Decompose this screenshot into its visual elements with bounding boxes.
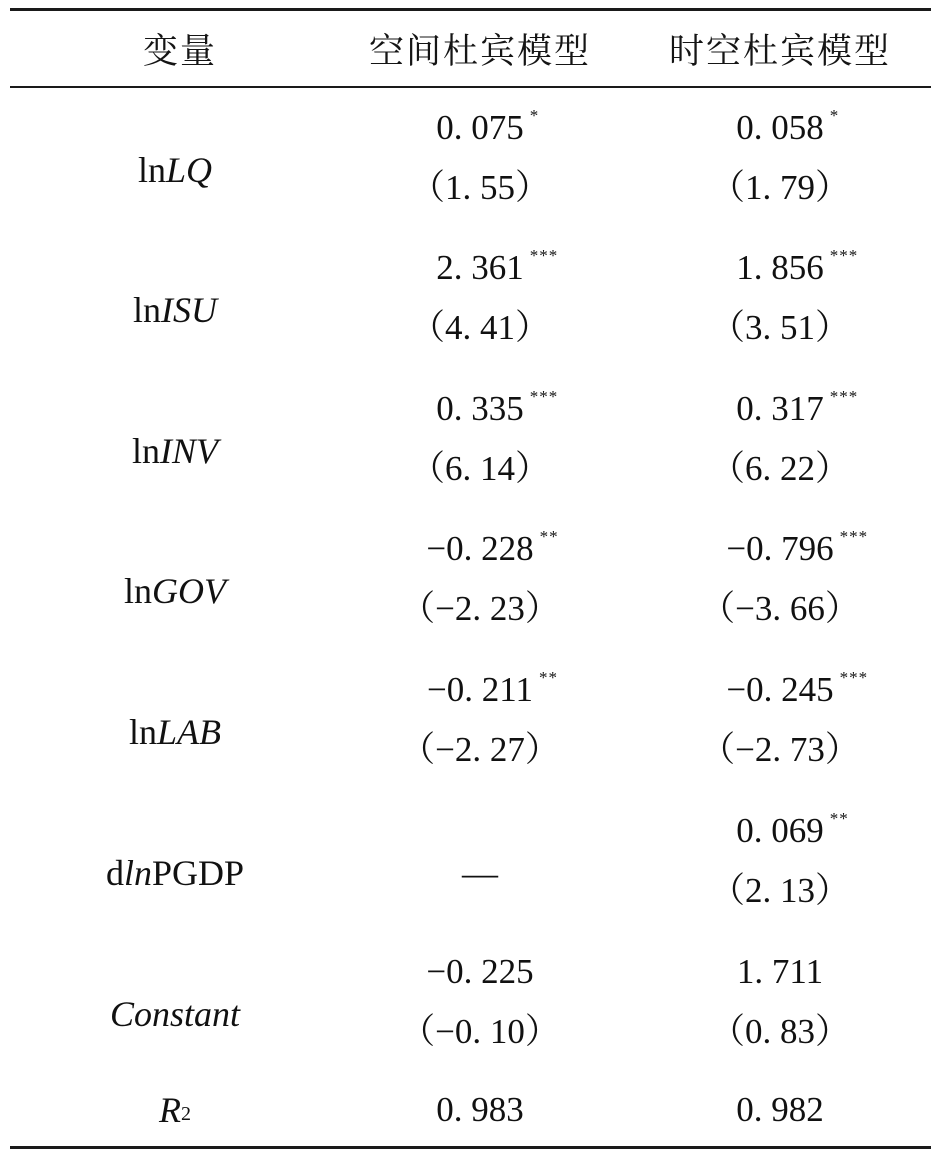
t-statistic: （0. 83） [709, 1012, 850, 1051]
coefficient: −0. 796 [726, 529, 834, 568]
spatial-model-cell [330, 662, 630, 802]
not-applicable-dash: — [462, 853, 498, 893]
t-statistic: （−3. 66） [700, 589, 860, 628]
coefficient: 1. 711 [736, 952, 824, 991]
variable-name: ln LAB [128, 712, 222, 752]
table-row [0, 662, 938, 802]
table-row [0, 944, 938, 1084]
coefficient: 2. 361 [436, 248, 524, 287]
variable-name: ln ISU [132, 290, 217, 330]
coefficient: 0. 317 [736, 389, 824, 428]
spatial-model-cell [330, 381, 630, 521]
significance-stars: * [529, 106, 540, 125]
table-row [0, 100, 938, 240]
coefficient: 0. 069 [736, 811, 824, 850]
t-statistic: （3. 51） [709, 308, 850, 347]
t-statistic: （1. 79） [709, 168, 850, 207]
r-squared-value: 0. 982 [736, 1090, 824, 1129]
coefficient: 1. 856 [736, 248, 824, 287]
coefficient: −0. 245 [726, 670, 834, 709]
significance-stars: ** [829, 809, 849, 828]
variable-name: Constant [109, 994, 241, 1034]
variable-name: ln LQ [137, 150, 213, 190]
variable-name: ln INV [131, 431, 218, 471]
table-row [0, 521, 938, 661]
table-row [0, 803, 938, 943]
table-bottom-rule [10, 1146, 931, 1149]
t-statistic: （1. 55） [409, 168, 550, 207]
spatial-model-cell [330, 803, 630, 943]
coefficient: 0. 335 [436, 389, 524, 428]
t-statistic: （6. 22） [709, 449, 850, 488]
spatial-model-cell [330, 944, 630, 1084]
spatial-model-cell [330, 100, 630, 240]
significance-stars: *** [529, 387, 559, 406]
significance-stars: * [829, 106, 840, 125]
variable-name: R $^2$ [159, 1090, 191, 1130]
t-statistic: （4. 41） [409, 308, 550, 347]
variable-name: ln GOV [123, 571, 226, 611]
spatial-model-cell [330, 521, 630, 661]
spatiotemporal-model-cell [630, 1080, 930, 1140]
header-variable: 变量 [142, 31, 217, 72]
coefficient: −0. 228 [426, 529, 534, 568]
spatiotemporal-model-cell [630, 944, 930, 1084]
significance-stars: *** [529, 246, 559, 265]
t-statistic: （−2. 27） [400, 730, 560, 769]
spatiotemporal-model-cell [630, 381, 930, 521]
significance-stars: ** [538, 668, 558, 687]
coefficient: 0. 058 [736, 108, 824, 147]
t-statistic: （−2. 23） [400, 589, 560, 628]
coefficient: −0. 211 [427, 670, 533, 709]
table-header-rule [10, 86, 931, 88]
t-statistic: （−2. 73） [700, 730, 860, 769]
coefficient: −0. 225 [426, 952, 534, 991]
table-row-r-squared [0, 1080, 938, 1140]
significance-stars: *** [839, 668, 869, 687]
spatiotemporal-model-cell [630, 662, 930, 802]
spatial-model-cell [330, 240, 630, 380]
t-statistic: （−0. 10） [400, 1012, 560, 1051]
table-header [0, 11, 938, 86]
spatiotemporal-model-cell [630, 240, 930, 380]
significance-stars: *** [839, 527, 869, 546]
spatial-model-cell [330, 1080, 630, 1140]
t-statistic: （2. 13） [709, 871, 850, 910]
t-statistic: （6. 14） [409, 449, 550, 488]
spatiotemporal-model-cell [630, 521, 930, 661]
table-row [0, 240, 938, 380]
header-spatiotemporal-durbin-model: 时空杜宾模型 [668, 31, 891, 72]
table-row [0, 381, 938, 521]
significance-stars: *** [829, 387, 859, 406]
significance-stars: *** [829, 246, 859, 265]
coefficient: 0. 075 [436, 108, 524, 147]
spatiotemporal-model-cell [630, 100, 930, 240]
significance-stars: ** [539, 527, 559, 546]
spatiotemporal-model-cell [630, 803, 930, 943]
header-spatial-durbin-model: 空间杜宾模型 [368, 31, 591, 72]
variable-name: d ln PGDP [105, 853, 245, 893]
r-squared-value: 0. 983 [436, 1090, 524, 1129]
